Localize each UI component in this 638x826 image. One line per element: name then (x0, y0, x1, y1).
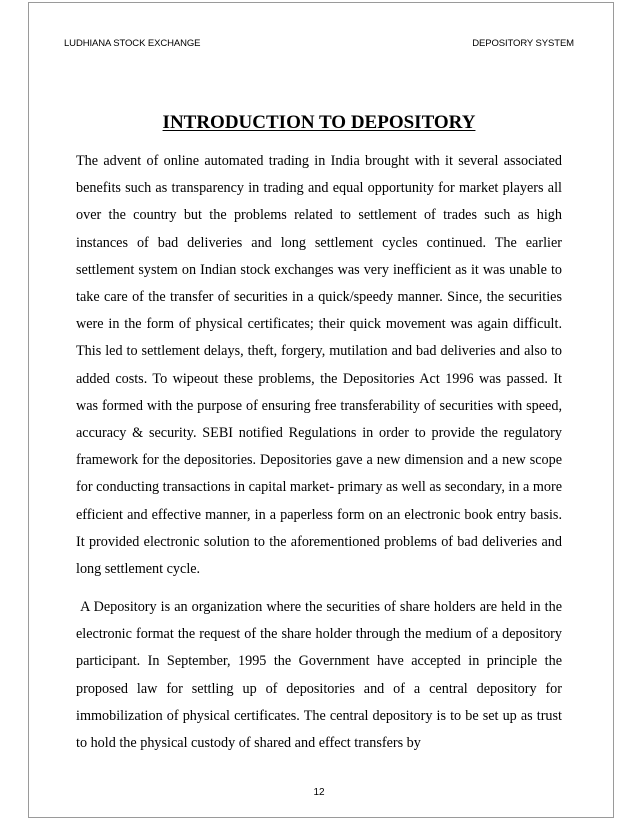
header-right-text: DEPOSITORY SYSTEM (472, 38, 574, 49)
page-number: 12 (313, 787, 325, 798)
section-title: INTRODUCTION TO DEPOSITORY (162, 112, 476, 133)
header-left-text: LUDHIANA STOCK EXCHANGE (64, 38, 201, 49)
paragraph-intro: The advent of online automated trading in India brought with it several associated benefits such as transparency in trading and equal opportunity for market players all over the country but the problems related to settlement of trades such as high instances of bad deliveries and long settlement cycles continued. The earlier settlement system on Indian stock exchanges was very inefficient as it was unable to take care of the transfer of securities in a quick/speedy manner. Since, the securities were in the form of physical certificates; their quick movement was again difficult. This led to settlement delays, theft, forgery, mutilation and bad deliveries and also to added costs. To wipeout these problems, the Depositories Act 1996 was passed. It was formed with the purpose of ensuring free transferability of securities with speed, accuracy & security. SEBI notified Regulations in order to provide the regulatory framework for the depositories. Depositories gave a new dimension and a new scope for conducting transactions in capital market- primary as well as secondary, in a more efficient and effective manner, in a paperless form on an electronic book entry basis. It provided electronic solution to the aforementioned problems of bad deliveries and long settlement cycle. (76, 153, 563, 578)
paragraph-depository-definition: A Depository is an organization where the securities of share holders are held in the electronic format the request of the share holder through the medium of a depository participant. In September, 1995 the Government have accepted in principle the proposed law for settling up of depositories and of a central depository for immobilization of physical certificates. The central depository is to be set up as trust to hold the physical custody of shared and effect transfers by (76, 599, 566, 752)
